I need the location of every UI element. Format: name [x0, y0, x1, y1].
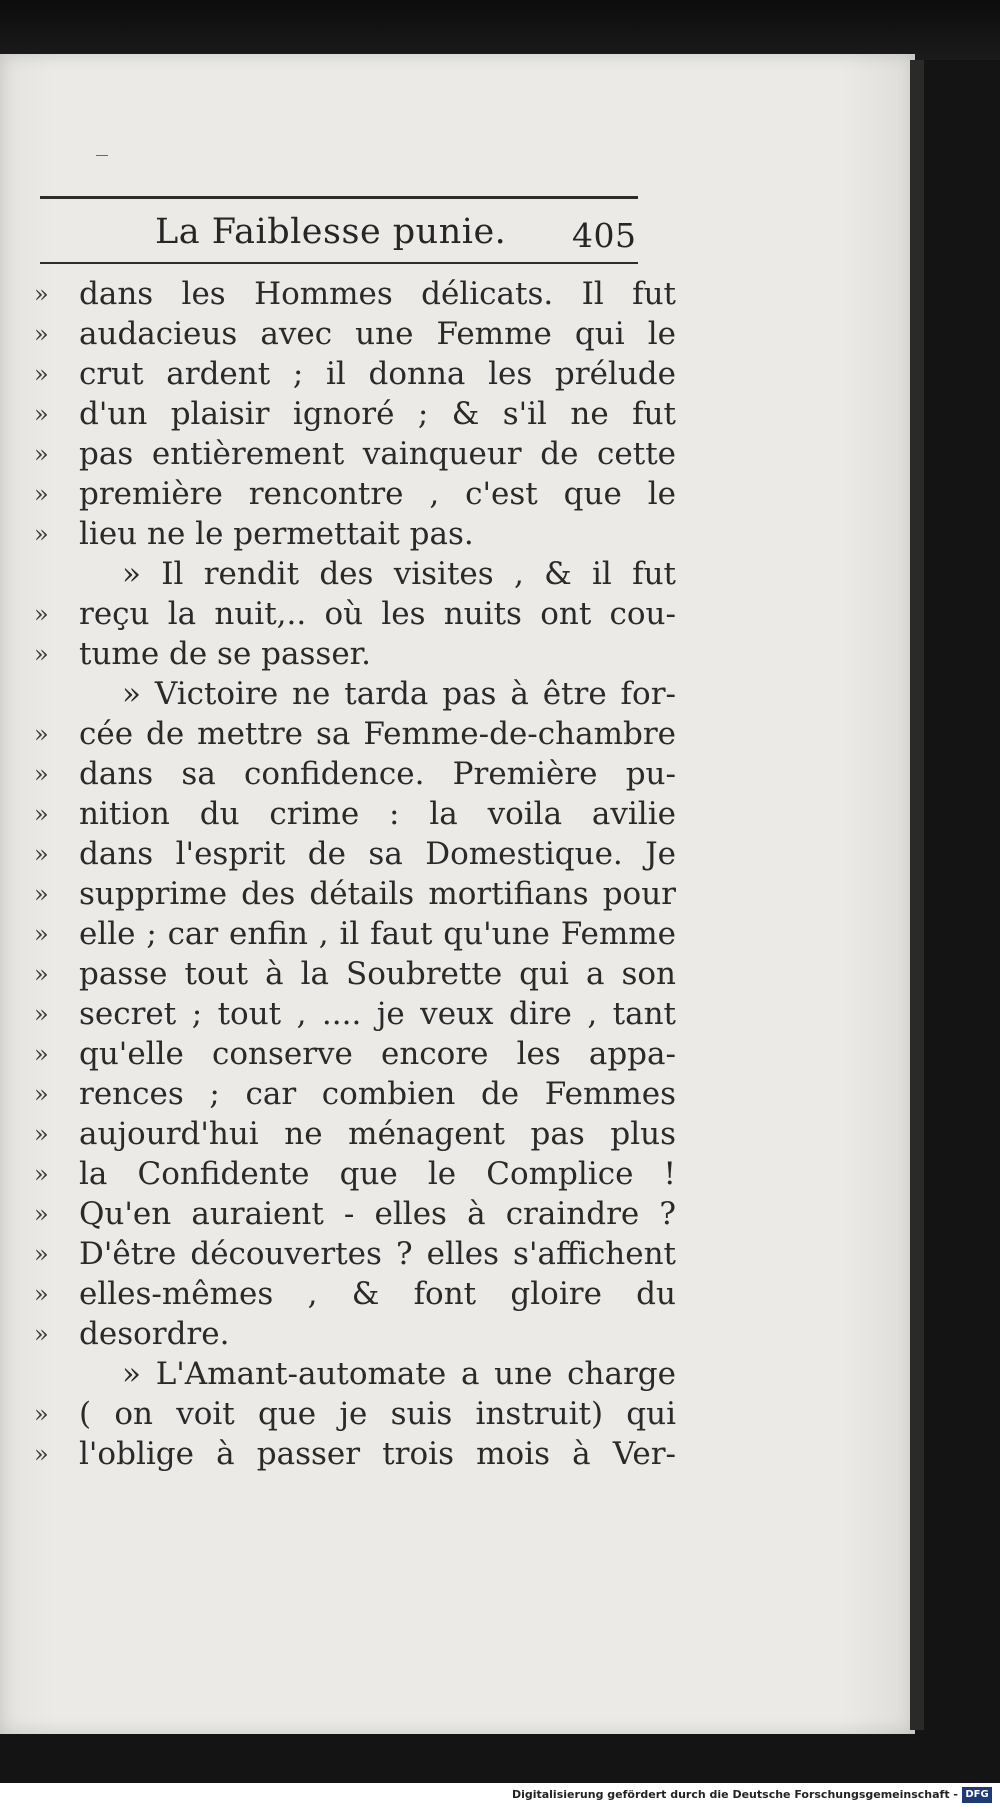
quote-mark: »	[34, 640, 49, 668]
quote-mark: »	[34, 1280, 49, 1308]
text-line	[34, 1074, 676, 1114]
quote-mark: »	[34, 1040, 49, 1068]
quote-mark: »	[34, 480, 49, 508]
line-text: dans sa confidence. Première pu-	[79, 756, 676, 792]
line-text: rences ; car combien de Femmes	[79, 1076, 676, 1112]
line-text: elles-mêmes , & font gloire du	[79, 1276, 676, 1312]
quote-mark: »	[34, 360, 49, 388]
quote-mark: »	[34, 760, 49, 788]
line-text: passe tout à la Soubrette qui a son	[79, 956, 676, 992]
line-text: reçu la nuit,.. où les nuits ont cou-	[79, 596, 676, 632]
line-text: lieu ne le permettait pas.	[79, 516, 474, 552]
quote-mark: »	[34, 520, 49, 548]
quote-mark: »	[34, 1200, 49, 1228]
text-line	[34, 914, 676, 954]
body-text	[34, 274, 676, 1474]
line-text: audacieus avec une Femme qui le	[79, 316, 676, 352]
quote-mark: »	[34, 320, 49, 348]
quote-mark: »	[34, 1080, 49, 1108]
quote-mark: »	[34, 960, 49, 988]
quote-mark: »	[34, 1120, 49, 1148]
text-line	[34, 274, 676, 314]
page-mark	[96, 155, 108, 156]
text-line	[34, 1034, 676, 1074]
quote-mark: »	[34, 600, 49, 628]
text-line	[34, 754, 676, 794]
quote-mark: »	[34, 880, 49, 908]
digitization-footer	[0, 1783, 1000, 1809]
line-text: » Victoire ne tarda pas à être for-	[122, 676, 676, 712]
quote-mark: »	[34, 400, 49, 428]
line-text: » Il rendit des visites , & il fut	[122, 556, 676, 592]
text-line	[34, 1394, 676, 1434]
text-line	[34, 434, 676, 474]
running-title: La Faiblesse punie.	[155, 212, 507, 252]
dfg-logo: DFG	[962, 1787, 992, 1803]
quote-mark: »	[34, 800, 49, 828]
text-line	[34, 514, 644, 554]
quote-mark: »	[34, 920, 49, 948]
text-line	[34, 634, 644, 674]
line-text: d'un plaisir ignoré ; & s'il ne fut	[79, 396, 676, 432]
text-line	[34, 1234, 676, 1274]
text-line	[34, 1314, 644, 1354]
text-line	[34, 674, 676, 714]
text-line	[34, 394, 676, 434]
text-line	[34, 834, 676, 874]
text-line	[34, 354, 676, 394]
line-text: première rencontre , c'est que le	[79, 476, 676, 512]
quote-mark: »	[34, 440, 49, 468]
text-line	[34, 1114, 676, 1154]
quote-mark: »	[34, 1240, 49, 1268]
quote-mark: »	[34, 1440, 49, 1468]
text-line	[34, 794, 676, 834]
text-line	[34, 554, 676, 594]
quote-mark: »	[34, 280, 49, 308]
quote-mark: »	[34, 840, 49, 868]
quote-mark: »	[34, 1160, 49, 1188]
text-line	[34, 594, 676, 634]
quote-mark: »	[34, 1000, 49, 1028]
text-line	[34, 874, 676, 914]
line-text: tume de se passer.	[79, 636, 371, 672]
line-text: » L'Amant-automate a une charge	[122, 1356, 676, 1392]
text-line	[34, 714, 676, 754]
text-line	[34, 994, 676, 1034]
quote-mark: »	[34, 720, 49, 748]
line-text: l'oblige à passer trois mois à Ver-	[79, 1436, 676, 1472]
text-line	[34, 1434, 676, 1474]
page-edge-shadow	[910, 60, 924, 1730]
text-line	[34, 1154, 676, 1194]
header-rule-bottom	[40, 262, 638, 264]
funding-credit: Digitalisierung gefördert durch die Deutsche Forschungsgemeinschaft -	[511, 1788, 958, 1801]
line-text: dans les Hommes délicats. Il fut	[79, 276, 676, 312]
line-text: nition du crime : la voila avilie	[79, 796, 676, 832]
line-text: pas entièrement vainqueur de cette	[79, 436, 676, 472]
page-number: 405	[572, 216, 637, 255]
text-line	[34, 474, 676, 514]
text-line	[34, 1354, 676, 1394]
line-text: crut ardent ; il donna les prélude	[79, 356, 676, 392]
line-text: dans l'esprit de sa Domestique. Je	[79, 836, 676, 872]
scan-background-top	[0, 0, 1000, 60]
text-line	[34, 954, 676, 994]
line-text: aujourd'hui ne ménagent pas plus	[79, 1116, 676, 1152]
text-line	[34, 314, 676, 354]
line-text: la Confidente que le Complice !	[79, 1156, 676, 1192]
line-text: elle ; car enfin , il faut qu'une Femme	[79, 916, 676, 952]
line-text: supprime des détails mortifians pour	[79, 876, 676, 912]
line-text: cée de mettre sa Femme-de-chambre	[79, 716, 676, 752]
line-text: qu'elle conserve encore les appa-	[79, 1036, 676, 1072]
text-line	[34, 1274, 676, 1314]
header-rule-top	[40, 196, 638, 199]
line-text: Qu'en auraient - elles à craindre ?	[79, 1196, 676, 1232]
quote-mark: »	[34, 1400, 49, 1428]
running-header	[40, 206, 650, 262]
line-text: ( on voit que je suis instruit) qui	[79, 1396, 676, 1432]
line-text: desordre.	[79, 1316, 230, 1352]
quote-mark: »	[34, 1320, 49, 1348]
line-text: D'être découvertes ? elles s'affichent	[79, 1236, 676, 1272]
text-line	[34, 1194, 676, 1234]
line-text: secret ; tout , .... je veux dire , tant	[79, 996, 676, 1032]
